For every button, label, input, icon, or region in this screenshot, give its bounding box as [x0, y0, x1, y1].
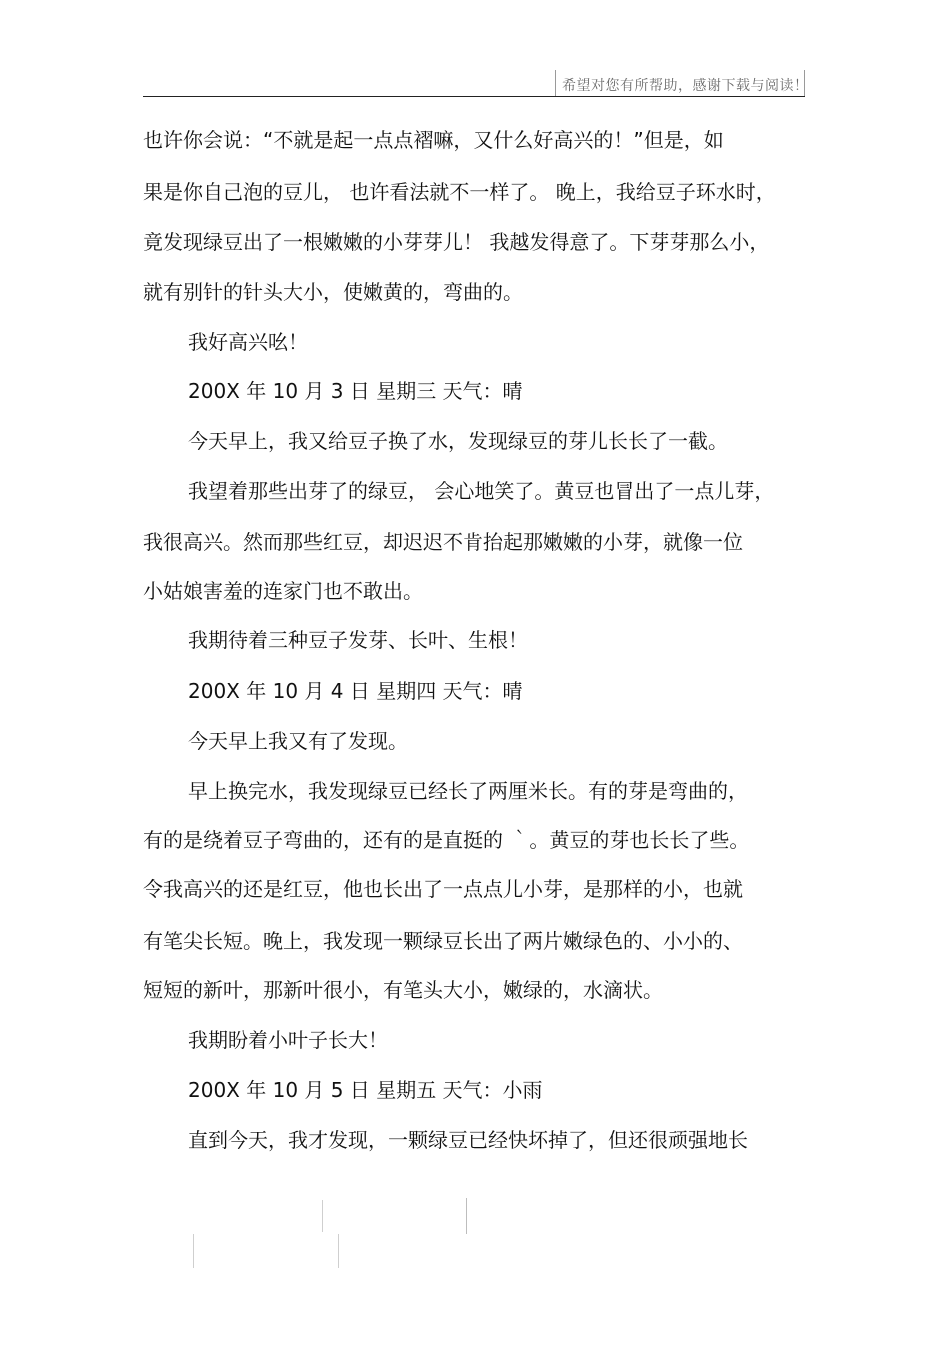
body-line: 小姑娘害羞的连家门也不敢出。 [143, 579, 423, 603]
body-line: 竟发现绿豆出了一根嫩嫩的小芽芽儿！ 我越发得意了。下芽芽那么小， [143, 230, 770, 254]
body-line: 我期盼着小叶子长大！ [188, 1028, 388, 1052]
faint-mark [338, 1234, 339, 1268]
date-line: 200X 年 10 月 5 日 星期五 天气：小雨 [188, 1078, 543, 1102]
faint-mark [466, 1198, 467, 1234]
date-line: 200X 年 10 月 3 日 星期三 天气：晴 [188, 379, 523, 403]
header-banner-text: 希望对您有所帮助，感谢下载与阅读！ [562, 78, 809, 94]
body-line: 令我高兴的还是红豆，他也长出了一点点儿小芽，是那样的小，也就 [143, 877, 743, 901]
date-line: 200X 年 10 月 4 日 星期四 天气：晴 [188, 679, 523, 703]
body-line: 我好高兴吆！ [188, 330, 308, 354]
header-divider [143, 96, 805, 97]
body-line: 也许你会说：“不就是起一点点褶嘛，又什么好高兴的！”但是，如 [143, 128, 724, 152]
body-line: 就有别针的针头大小，使嫩黄的，弯曲的。 [143, 280, 523, 304]
faint-mark [193, 1234, 194, 1268]
body-line: 我很高兴。然而那些红豆，却迟迟不肯抬起那嫩嫩的小芽，就像一位 [143, 530, 743, 554]
body-line: 直到今天，我才发现，一颗绿豆已经快坏掉了，但还很顽强地长 [188, 1128, 748, 1152]
body-line: 我期待着三种豆子发芽、长叶、生根！ [188, 628, 528, 652]
body-line: 今天早上，我又给豆子换了水，发现绿豆的芽儿长长了一截。 [188, 429, 728, 453]
body-line: 果是你自己泡的豆儿， 也许看法就不一样了。 晚上，我给豆子环水时， [143, 180, 776, 204]
body-line: 有的是绕着豆子弯曲的，还有的是直挺的 ｀。黄豆的芽也长长了些。 [143, 828, 750, 852]
body-line: 早上换完水，我发现绿豆已经长了两厘米长。有的芽是弯曲的， [188, 779, 748, 803]
body-line: 我望着那些出芽了的绿豆， 会心地笑了。黄豆也冒出了一点儿芽， [188, 479, 775, 503]
body-line: 有笔尖长短。晚上，我发现一颗绿豆长出了两片嫩绿色的、小小的、 [143, 929, 743, 953]
body-line: 今天早上我又有了发现。 [188, 729, 408, 753]
body-line: 短短的新叶，那新叶很小，有笔头大小，嫩绿的，水滴状。 [143, 978, 663, 1002]
faint-mark [322, 1200, 323, 1232]
